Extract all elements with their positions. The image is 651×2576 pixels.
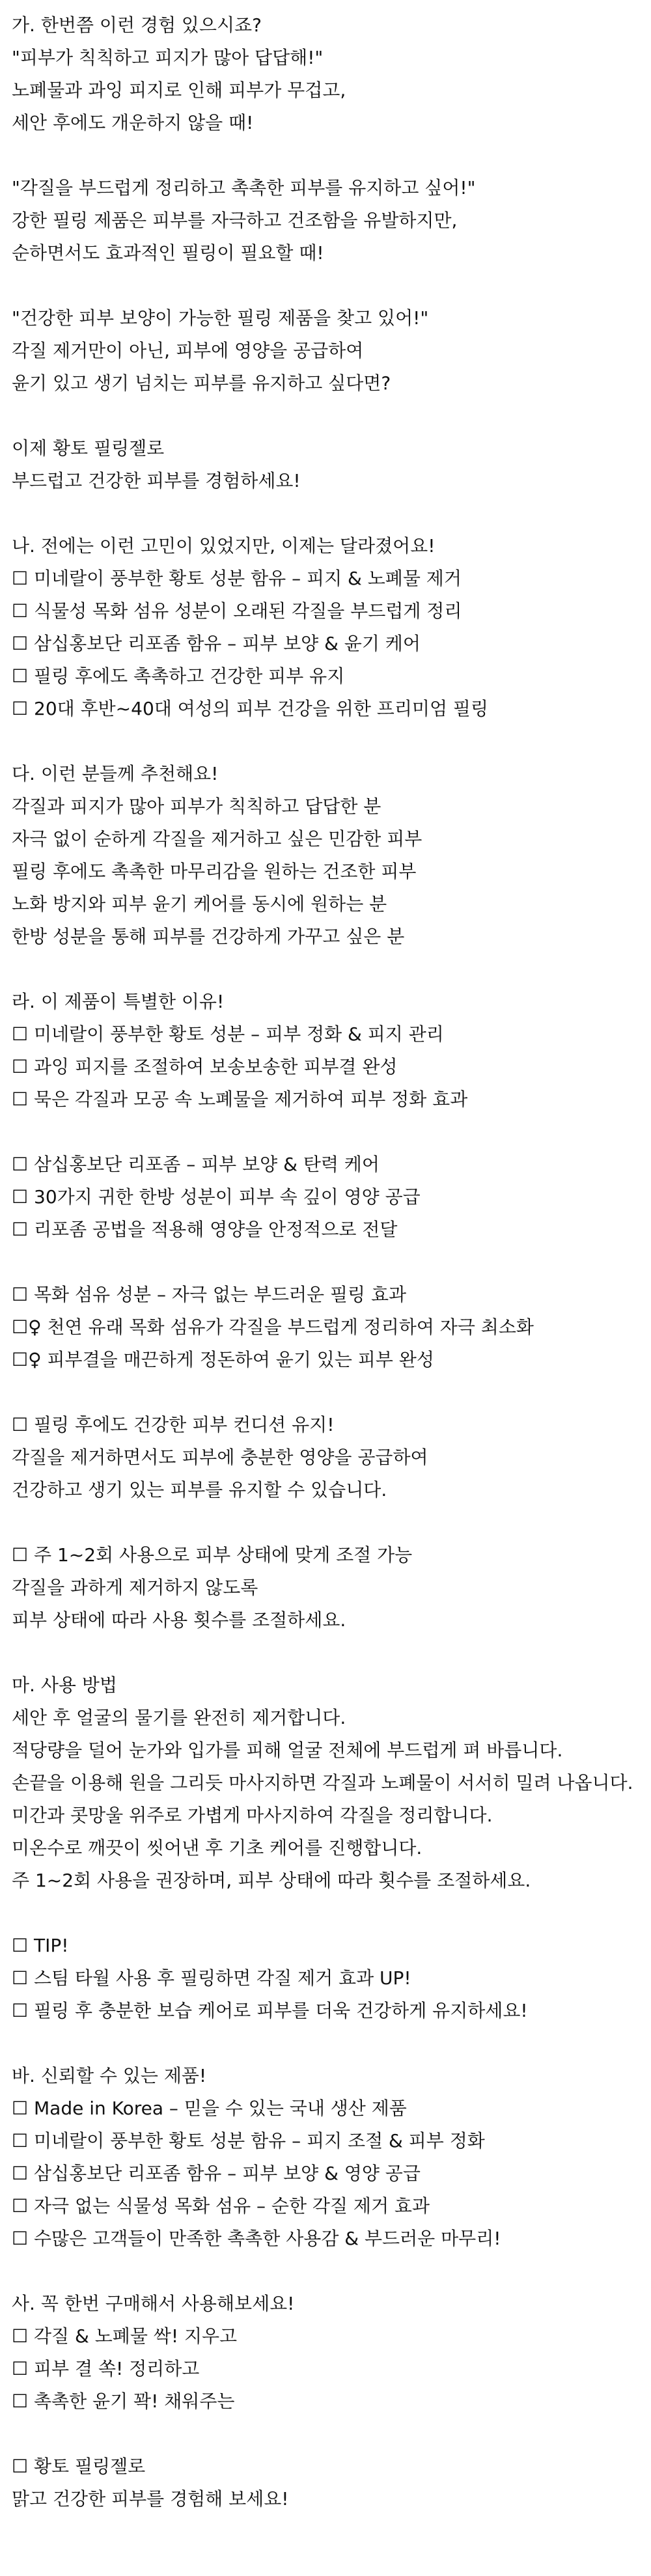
text-line: ☐ 스팀 타월 사용 후 필링하면 각질 제거 효과 UP!: [12, 1967, 411, 1989]
text-line: ☐ 묵은 각질과 모공 속 노폐물을 제거하여 피부 정화 효과: [12, 1088, 468, 1110]
text-line: ☐ 각질 & 노폐물 싹! 지우고: [12, 2325, 238, 2347]
text-line: 적당량을 덜어 눈가와 입가를 피해 얼굴 전체에 부드럽게 펴 바릅니다.: [12, 1739, 563, 1761]
spacer: [12, 725, 651, 758]
text-line: 부드럽고 건강한 피부를 경험하세요!: [12, 470, 301, 492]
text-line: 자극 없이 순하게 각질을 제거하고 싶은 민감한 피부: [12, 828, 422, 850]
text-line: 노화 방지와 피부 윤기 케어를 동시에 원하는 분: [12, 893, 387, 915]
text-line: 미간과 콧망울 위주로 가볍게 마사지하여 각질을 정리합니다.: [12, 1805, 493, 1826]
text-line: ☐ 촉촉한 윤기 꽉! 채워주는: [12, 2390, 235, 2412]
text-line: ☐ 목화 섬유 성분 – 자극 없는 부드러운 필링 효과: [12, 1284, 407, 1305]
text-line: ☐ 피부 결 쏙! 정리하고: [12, 2358, 200, 2379]
text-line: "건강한 피부 보양이 가능한 필링 제품을 찾고 있어!": [12, 307, 429, 329]
text-line: ☐ 미네랄이 풍부한 황토 성분 함유 – 피지 조절 & 피부 정화: [12, 2130, 485, 2152]
text-line: ☐ Made in Korea – 믿을 수 있는 국내 생산 제품: [12, 2098, 407, 2119]
text-line: 맑고 건강한 피부를 경험해 보세요!: [12, 2488, 289, 2510]
spacer: [12, 139, 651, 172]
text-line: 각질과 피지가 많아 피부가 칙칙하고 답답한 분: [12, 796, 381, 817]
text-line: 한방 성분을 통해 피부를 건강하게 가꾸고 싶은 분: [12, 926, 405, 947]
text-line: ☐ 삼십홍보단 리포좀 함유 – 피부 보양 & 윤기 케어: [12, 633, 421, 654]
text-line: ☐♀ 천연 유래 목화 섬유가 각질을 부드럽게 정리하여 자극 최소화: [12, 1316, 534, 1338]
text-line: 순하면서도 효과적인 필링이 필요할 때!: [12, 242, 324, 264]
text-line: 나. 전에는 이런 고민이 있었지만, 이제는 달라졌어요!: [12, 535, 436, 557]
text-line: 바. 신뢰할 수 있는 제품!: [12, 2065, 207, 2086]
spacer: [12, 2255, 651, 2288]
text-line: ☐♀ 피부결을 매끈하게 정돈하여 윤기 있는 피부 완성: [12, 1349, 434, 1370]
text-line: ☐ 삼십홍보단 리포좀 – 피부 보양 & 탄력 케어: [12, 1154, 380, 1175]
text-line: ☐ 수많은 고객들이 만족한 촉촉한 사용감 & 부드러운 마무리!: [12, 2228, 501, 2249]
text-line: 윤기 있고 생기 넘치는 피부를 유지하고 싶다면?: [12, 372, 391, 394]
spacer: [12, 497, 651, 530]
text-line: 피부 상태에 따라 사용 횟수를 조절하세요.: [12, 1609, 346, 1631]
text-line: 노폐물과 과잉 피지로 인해 피부가 무겁고,: [12, 79, 346, 101]
spacer: [12, 953, 651, 986]
text-line: ☐ 필링 후에도 건강한 피부 컨디션 유지!: [12, 1414, 335, 1435]
text-line: ☐ 필링 후 충분한 보습 케어로 피부를 더욱 건강하게 유지하세요!: [12, 2000, 528, 2021]
text-line: "피부가 칙칙하고 피지가 많아 답답해!": [12, 47, 324, 68]
text-line: 각질을 과하게 제거하지 않도록: [12, 1577, 258, 1598]
text-line: ☐ 미네랄이 풍부한 황토 성분 – 피부 정화 & 피지 관리: [12, 1023, 444, 1045]
spacer: [12, 1376, 651, 1409]
text-line: ☐ 삼십홍보단 리포좀 함유 – 피부 보양 & 영양 공급: [12, 2163, 421, 2184]
text-line: ☐ TIP!: [12, 1935, 69, 1956]
spacer: [12, 2027, 651, 2060]
text-line: ☐ 필링 후에도 촉촉하고 건강한 피부 유지: [12, 665, 345, 687]
text-line: 필링 후에도 촉촉한 마무리감을 원하는 건조한 피부: [12, 861, 417, 882]
text-line: ☐ 식물성 목화 섬유 성분이 오래된 각질을 부드럽게 정리: [12, 600, 462, 622]
text-line: 각질을 제거하면서도 피부에 충분한 영양을 공급하여: [12, 1447, 428, 1468]
text-line: ☐ 주 1~2회 사용으로 피부 상태에 맞게 조절 가능: [12, 1544, 413, 1566]
text-line: 건강하고 생기 있는 피부를 유지할 수 있습니다.: [12, 1479, 387, 1501]
text-line: 강한 필링 제품은 피부를 자극하고 건조함을 유발하지만,: [12, 210, 458, 231]
text-line: ☐ 20대 후반~40대 여성의 피부 건강을 위한 프리미엄 필링: [12, 698, 488, 719]
text-line: 주 1~2회 사용을 권장하며, 피부 상태에 따라 횟수를 조절하세요.: [12, 1870, 531, 1891]
text-line: ☐ 미네랄이 풍부한 황토 성분 함유 – 피지 & 노폐물 제거: [12, 568, 462, 589]
text-line: 다. 이런 분들께 추천해요!: [12, 763, 219, 784]
text-line: 마. 사용 방법: [12, 1674, 117, 1696]
text-line: 이제 황토 필링젤로: [12, 437, 165, 459]
spacer: [12, 400, 651, 432]
text-line: ☐ 리포좀 공법을 적용해 영양을 안정적으로 전달: [12, 1219, 398, 1240]
spacer: [12, 1897, 651, 1930]
text-line: 손끝을 이용해 원을 그리듯 마사지하면 각질과 노폐물이 서서히 밀려 나옵니다.: [12, 1772, 633, 1794]
text-line: 세안 후 얼굴의 물기를 완전히 제거합니다.: [12, 1707, 346, 1728]
text-line: 각질 제거만이 아닌, 피부에 영양을 공급하여: [12, 340, 364, 361]
text-line: ☐ 30가지 귀한 한방 성분이 피부 속 깊이 영양 공급: [12, 1186, 421, 1208]
text-line: ☐ 황토 필링젤로: [12, 2456, 146, 2477]
text-line: 미온수로 깨끗이 씻어낸 후 기초 케어를 진행합니다.: [12, 1837, 422, 1859]
text-line: 사. 꼭 한번 구매해서 사용해보세요!: [12, 2293, 295, 2314]
spacer: [12, 1116, 651, 1148]
spacer: [12, 1506, 651, 1539]
text-line: 세안 후에도 개운하지 않을 때!: [12, 112, 254, 133]
text-line: 라. 이 제품이 특별한 이유!: [12, 991, 225, 1012]
spacer: [12, 270, 651, 302]
text-line: ☐ 자극 없는 식물성 목화 섬유 – 순한 각질 제거 효과: [12, 2195, 430, 2217]
spacer: [12, 1246, 651, 1279]
text-line: "각질을 부드럽게 정리하고 촉촉한 피부를 유지하고 싶어!": [12, 177, 476, 199]
text-line: ☐ 과잉 피지를 조절하여 보송보송한 피부결 완성: [12, 1056, 398, 1077]
text-line: 가. 한번쯤 이런 경험 있으시죠?: [12, 14, 262, 36]
spacer: [12, 2418, 651, 2450]
spacer: [12, 1637, 651, 1669]
